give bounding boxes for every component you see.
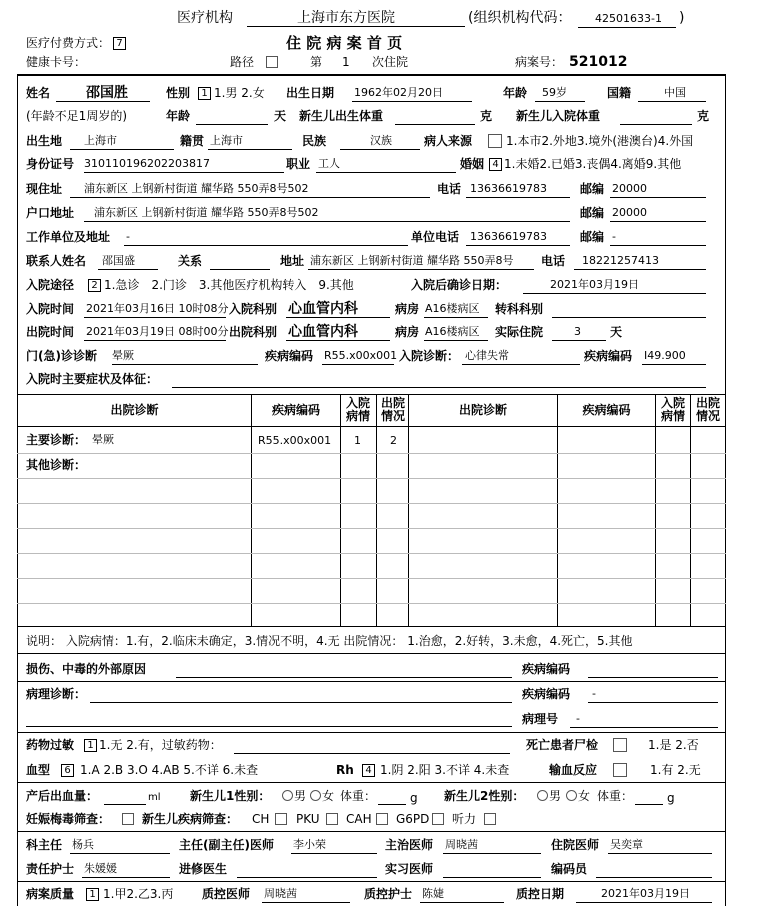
injury-code-label: 疾病编码 <box>522 662 571 676</box>
qc-nurse-label: 质控护士 <box>364 887 413 901</box>
injury-label: 损伤、中毒的外部原因 <box>26 662 147 676</box>
zip3-label: 邮编 <box>580 230 605 244</box>
out-time-value: 2021年03月19日 08时00分 <box>86 325 229 338</box>
autopsy-label: 死亡患者尸检 <box>526 738 599 752</box>
qc-date-label: 质控日期 <box>516 887 565 901</box>
addr2-value: 浦东新区 上钢新村街道 耀华路 550弄8号 <box>310 254 514 267</box>
rh-value[interactable]: 4 <box>362 764 375 777</box>
nb-screen-label: 新生儿疾病筛查： <box>142 812 239 826</box>
nb1-weight-label: 体重： <box>340 789 377 803</box>
birthplace-label: 出生地 <box>26 134 63 148</box>
blood-options: 1.A 2.B 3.O 4.AB 5.不详 6.未查 <box>80 763 259 777</box>
transfer-label: 转科科别 <box>495 302 544 316</box>
symptoms-label: 入院时主要症状及体征： <box>26 372 159 386</box>
route-value[interactable]: 2 <box>88 279 101 292</box>
in-dept-label: 入院科别 <box>229 302 278 316</box>
adm-diag-label: 入院诊断： <box>399 349 460 363</box>
intern-label: 实习医师 <box>385 862 434 876</box>
opd-code-label: 疾病编码 <box>265 349 314 363</box>
attending-label: 主治医师 <box>385 838 434 852</box>
pathology-code: - <box>592 687 596 700</box>
allergy-label: 药物过敏 <box>26 738 75 752</box>
adm-diag: 心律失常 <box>465 349 509 362</box>
phone-value: 13636619783 <box>470 182 547 195</box>
quality-label: 病案质量 <box>26 887 75 901</box>
pathology-no-label: 病理号 <box>522 712 559 726</box>
in-time-label: 入院时间 <box>26 302 75 316</box>
resident-label: 住院医师 <box>551 838 600 852</box>
out-dept-label: 出院科别 <box>229 325 278 339</box>
record-no: 521012 <box>569 54 628 70</box>
health-card-label: 健康卡号： <box>26 55 87 69</box>
autopsy-checkbox[interactable] <box>613 738 627 752</box>
source-checkbox[interactable] <box>488 134 502 148</box>
patient-name: 邵国胜 <box>86 85 128 101</box>
times-prefix: 第 <box>310 55 323 69</box>
adm-code-label: 疾病编码 <box>584 349 633 363</box>
nb2-male-label: 男 <box>549 789 562 803</box>
transfusion-options: 1.有 2.无 <box>650 763 701 777</box>
pathology-code-label: 疾病编码 <box>522 687 571 701</box>
gram2: 克 <box>697 109 710 123</box>
th-out-cond-2: 出院情况 <box>695 396 720 423</box>
work-phone-value: 13636619783 <box>470 230 547 243</box>
allergy-value[interactable]: 1 <box>84 739 97 752</box>
postpartum-unit: ml <box>148 792 161 803</box>
other-diag-label: 其他诊断： <box>26 458 87 472</box>
ward-label: 病房 <box>395 302 420 316</box>
source-label: 病人来源 <box>424 134 473 148</box>
address-value: 浦东新区 上钢新村街道 耀华路 550弄8号502 <box>84 182 309 195</box>
main-out-cond: 2 <box>390 434 397 447</box>
out-time-label: 出院时间 <box>26 325 75 339</box>
blood-value[interactable]: 6 <box>61 764 74 777</box>
org-code-label: (组织机构代码： <box>468 10 572 26</box>
opd-label: 门(急)诊诊断 <box>26 349 97 363</box>
quality-value[interactable]: 1 <box>86 888 99 901</box>
screen-g6pd-label: G6PD <box>396 812 430 826</box>
screen-pku-label: PKU <box>296 812 320 826</box>
zip3-value: - <box>612 230 616 243</box>
qc-date-value: 2021年03月19日 <box>601 887 690 900</box>
birth-label: 出生日期 <box>286 86 335 100</box>
screen-g6pd-checkbox[interactable] <box>432 813 444 825</box>
ethnic-value: 汉族 <box>370 134 392 147</box>
confirm-label: 入院后确诊日期： <box>411 278 508 292</box>
nb1-female-label: 女 <box>322 789 335 803</box>
sex-options: 1.男 2.女 <box>214 86 265 100</box>
native-value: 上海市 <box>210 134 243 147</box>
marriage-options: 1.未婚2.已婚3.丧偶4.离婚9.其他 <box>504 157 682 171</box>
qc-doctor-label: 质控医师 <box>202 887 251 901</box>
nation-label: 国籍 <box>607 86 632 100</box>
chief-label: 主任(副主任)医师 <box>179 838 274 852</box>
ward-value: A16楼病区 <box>425 302 480 315</box>
day-label: 天 <box>274 109 287 123</box>
contact-label: 联系人姓名 <box>26 254 87 268</box>
in-dept-value: 心血管内科 <box>288 301 358 317</box>
record-no-label: 病案号： <box>515 55 564 69</box>
screen-hearing-checkbox[interactable] <box>484 813 496 825</box>
phone2-value: 18221257413 <box>582 254 659 267</box>
out-dept-value: 心血管内科 <box>288 324 358 340</box>
native-label: 籍贯 <box>180 134 205 148</box>
nb2-sex-label: 新生儿2性别： <box>444 789 525 803</box>
postpartum-label: 产后出血量： <box>26 789 99 803</box>
th-code-1: 疾病编码 <box>271 403 320 417</box>
payment-label: 医疗付费方式： <box>26 36 111 50</box>
org-code: 42501633-1 <box>595 12 662 25</box>
addr2-label: 地址 <box>280 254 305 268</box>
director-label: 科主任 <box>26 838 63 852</box>
adm-code: I49.900 <box>644 349 686 362</box>
screen-cah-label: CAH <box>346 812 372 826</box>
days-value: 3 <box>574 325 581 338</box>
nb1-female-radio[interactable] <box>310 790 321 801</box>
id-label: 身份证号 <box>26 157 75 171</box>
name-label: 姓名 <box>26 86 51 100</box>
nb-admit-weight-label: 新生儿入院体重 <box>516 109 601 123</box>
relation-label: 关系 <box>178 254 203 268</box>
sex-label: 性别 <box>166 86 191 100</box>
phone-label: 电话 <box>437 182 462 196</box>
nb2-female-label: 女 <box>578 789 591 803</box>
nb1-male-radio[interactable] <box>282 790 293 801</box>
payment-value[interactable]: 7 <box>113 37 126 50</box>
nation-value: 中国 <box>664 86 686 99</box>
opd-diag: 晕厥 <box>112 349 134 362</box>
id-number: 310110196202203817 <box>84 157 210 170</box>
org-name: 上海市东方医院 <box>297 10 395 26</box>
zip2-value: 20000 <box>612 206 647 219</box>
nurse-value: 朱媛媛 <box>84 862 117 875</box>
nb2-female-radio[interactable] <box>566 790 577 801</box>
th-in-cond-2: 入院病情 <box>660 396 685 423</box>
marriage-value[interactable]: 4 <box>489 158 502 171</box>
nurse-label: 责任护士 <box>26 862 75 876</box>
autopsy-options: 1.是 2.否 <box>648 738 699 752</box>
ward2-label: 病房 <box>395 325 420 339</box>
attending-value: 周晓茜 <box>445 838 478 851</box>
infant-age-label2: 年龄 <box>166 109 191 123</box>
fellow-label: 进修医生 <box>179 862 228 876</box>
coder-label: 编码员 <box>551 862 588 876</box>
hukou-value: 浦东新区 上钢新村街道 耀华路 550弄8号502 <box>94 206 319 219</box>
work-value: - <box>126 230 130 243</box>
org-code-end: ) <box>679 10 685 26</box>
opd-code: R55.x00x001 <box>324 349 398 362</box>
job-value: 工人 <box>318 157 340 170</box>
zip2-label: 邮编 <box>580 206 605 220</box>
confirm-date: 2021年03月19日 <box>550 278 639 291</box>
age-label: 年龄 <box>503 86 528 100</box>
job-label: 职业 <box>286 157 311 171</box>
blood-label: 血型 <box>26 763 51 777</box>
main-code: R55.x00x001 <box>258 434 332 447</box>
th-out-diag-1: 出院诊断 <box>110 403 159 417</box>
address-label: 现住址 <box>26 182 63 196</box>
chief-value: 李小荣 <box>293 838 326 851</box>
days-unit: 天 <box>610 325 623 339</box>
days-label: 实际住院 <box>495 325 544 339</box>
qc-nurse-value: 陈婕 <box>422 887 444 900</box>
screen-ch-label: CH <box>252 812 270 826</box>
nb2-male-radio[interactable] <box>537 790 548 801</box>
screen-hearing-label: 听力 <box>452 812 477 826</box>
pathology-label: 病理诊断： <box>26 687 87 701</box>
allergy-options: 1.无 2.有，过敏药物： <box>99 738 222 752</box>
marriage-label: 婚姻 <box>460 157 485 171</box>
times-value: 1 <box>342 55 350 69</box>
rh-options: 1.阴 2.阳 3.不详 4.未查 <box>380 763 510 777</box>
director-value: 杨兵 <box>72 838 94 851</box>
main-diag-label: 主要诊断： <box>26 433 87 447</box>
hukou-label: 户口地址 <box>26 206 75 220</box>
notes: 说明： 入院病情：1.有，2.临床未确定，3.情况不明，4.无 出院情况： 1.治愈，2.好转，3.未愈，4.死亡，5.其他 <box>26 634 633 648</box>
main-in-cond: 1 <box>354 434 361 447</box>
ward2-value: A16楼病区 <box>425 325 480 338</box>
th-code-2: 疾病编码 <box>582 403 631 417</box>
th-out-diag-2: 出院诊断 <box>458 403 507 417</box>
nb2-weight-label: 体重： <box>597 789 634 803</box>
screen-cah-checkbox[interactable] <box>376 813 388 825</box>
quality-options: 1.甲2.乙3.丙 <box>103 887 174 901</box>
screen-ch-checkbox[interactable] <box>275 813 287 825</box>
in-time-value: 2021年03月16日 10时08分 <box>86 302 229 315</box>
birthplace-value: 上海市 <box>84 134 117 147</box>
pathology-no: - <box>576 712 580 725</box>
transfusion-checkbox[interactable] <box>613 763 627 777</box>
nb1-weight-unit: g <box>410 791 418 805</box>
nb-weight-label: 新生儿出生体重 <box>299 109 384 123</box>
contact-value: 邵国盛 <box>102 254 135 267</box>
route-options: 1.急诊 2.门诊 3.其他医疗机构转入 9.其他 <box>104 278 354 292</box>
zip-value: 20000 <box>612 182 647 195</box>
org-label: 医疗机构 <box>177 10 233 26</box>
rh-label: Rh <box>336 763 354 777</box>
route-label: 入院途径 <box>26 278 75 292</box>
screen-pku-checkbox[interactable] <box>326 813 338 825</box>
phone2-label: 电话 <box>541 254 566 268</box>
resident-value: 吴奕章 <box>610 838 643 851</box>
infant-age-label: (年龄不足1周岁的) <box>26 109 127 123</box>
work-phone-label: 单位电话 <box>411 230 460 244</box>
qc-doctor-value: 周晓茜 <box>264 887 297 900</box>
nb1-male-label: 男 <box>294 789 307 803</box>
birth-date: 1962年02月20日 <box>354 86 443 99</box>
zip-label: 邮编 <box>580 182 605 196</box>
syphilis-checkbox[interactable] <box>122 813 134 825</box>
source-options: 1.本市2.外地3.境外(港澳台)4.外国 <box>506 134 694 148</box>
gram1: 克 <box>480 109 493 123</box>
form-title: 住 院 病 案 首 页 <box>286 34 403 52</box>
age-value: 59岁 <box>542 86 567 99</box>
main-diag: 晕厥 <box>92 433 114 446</box>
ethnic-label: 民族 <box>302 134 327 148</box>
transfusion-label: 输血反应 <box>549 763 598 777</box>
path-label: 路径 <box>230 55 255 69</box>
sex-value[interactable]: 1 <box>198 87 211 100</box>
path-checkbox[interactable] <box>266 56 278 68</box>
th-in-cond-1: 入院病情 <box>345 396 370 423</box>
nb2-weight-unit: g <box>667 791 675 805</box>
th-out-cond-1: 出院情况 <box>380 396 405 423</box>
times-suffix: 次住院 <box>372 55 409 69</box>
syphilis-label: 妊娠梅毒筛查： <box>26 812 111 826</box>
nb1-sex-label: 新生儿1性别： <box>190 789 271 803</box>
work-label: 工作单位及地址 <box>26 230 111 244</box>
